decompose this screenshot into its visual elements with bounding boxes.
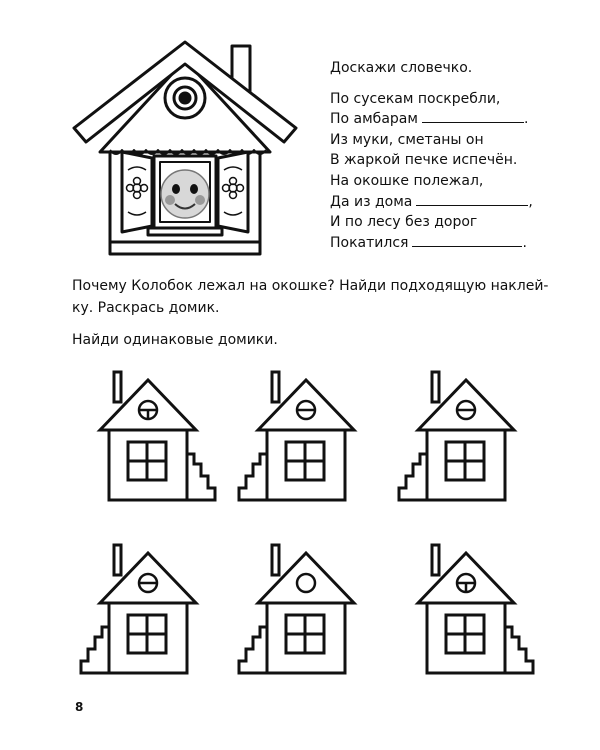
house-1-icon[interactable] — [100, 372, 220, 502]
house-2-icon[interactable] — [236, 372, 376, 502]
fill-in-blank[interactable] — [422, 110, 524, 123]
fill-in-blank[interactable] — [412, 234, 522, 247]
house-5-icon[interactable] — [236, 545, 376, 675]
fill-in-blank[interactable] — [416, 193, 528, 206]
task-houses: Найди одинаковые домики. — [72, 332, 278, 348]
poem-line: Из муки, сметаны он — [330, 131, 484, 148]
poem-line: И по лесу без дорог — [330, 214, 478, 231]
poem-line: На окошке полежал, — [330, 172, 484, 189]
poem-line: По амбарам . — [330, 111, 529, 128]
page-number: 8 — [75, 700, 84, 714]
task-sticker: Почему Колобок лежал на окошке? Найди подходящую наклей- ку. Раскрась домик. — [72, 278, 549, 316]
poem-line: Да из дома , — [330, 193, 533, 210]
hut-illustration-icon — [70, 42, 300, 262]
house-6-icon[interactable] — [418, 545, 538, 675]
poem-line: По сусекам поскребли, — [330, 90, 501, 107]
poem-line: Покатился . — [330, 234, 527, 251]
house-3-icon[interactable] — [396, 372, 536, 502]
poem-line: В жаркой печке испечён. — [330, 152, 518, 169]
house-4-icon[interactable] — [78, 545, 218, 675]
poem-intro: Доскажи словечко. — [330, 60, 473, 76]
poem-block — [330, 58, 533, 253]
